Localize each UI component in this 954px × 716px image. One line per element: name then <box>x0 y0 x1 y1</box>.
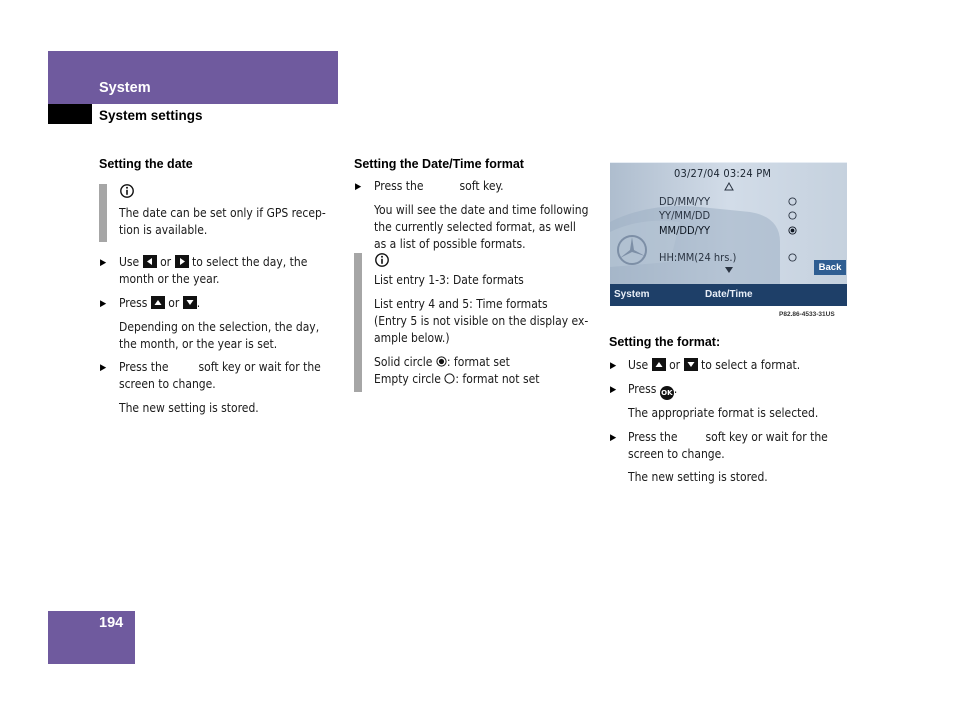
radio-selected-icon[interactable] <box>788 226 797 235</box>
col2-info-line1: List entry 1-3: Date formats <box>374 273 524 287</box>
col1-step1: Use or to select the day, the month or the year. <box>119 255 308 286</box>
col2-step1: Press the soft key. <box>374 179 504 193</box>
col2-heading: Setting the Date/Time format <box>354 157 524 171</box>
col3-note1: The appropriate format is selected. <box>628 406 819 420</box>
right-key-icon <box>175 255 189 268</box>
section-tab-marker <box>48 104 92 124</box>
col1-step2: Press or . <box>119 296 201 310</box>
scroll-up-icon[interactable] <box>724 182 734 191</box>
display-screenshot <box>610 162 847 306</box>
col1-note2: The new setting is stored. <box>119 401 259 415</box>
col3-step2: Press OK. <box>628 381 677 400</box>
section-title: System <box>99 80 151 96</box>
col2-info-legend: Solid circle : format set Empty circle : format not set <box>374 355 540 386</box>
bullet-arrow-icon: ▶ <box>100 363 107 373</box>
up-key-icon <box>151 296 165 309</box>
info-bar <box>354 253 362 392</box>
radio-empty-icon[interactable] <box>788 211 797 220</box>
bullet-arrow-icon: ▶ <box>355 182 362 192</box>
info-icon <box>375 253 389 267</box>
bullet-arrow-icon: ▶ <box>610 361 617 371</box>
down-key-icon <box>183 296 197 309</box>
empty-circle-icon <box>444 373 455 384</box>
status-datetime-label[interactable]: Date/Time <box>705 289 753 300</box>
left-key-icon <box>143 255 157 268</box>
format-option[interactable]: HH:MM(24 hrs.) <box>659 251 737 264</box>
format-option[interactable]: DD/MM/YY <box>659 195 711 208</box>
bullet-arrow-icon: ▶ <box>610 433 617 443</box>
col1-info-text: The date can be set only if GPS recep- tion is available. <box>119 206 326 237</box>
format-option[interactable]: YY/MM/DD <box>659 209 711 222</box>
screen-datetime: 03/27/04 03:24 PM <box>674 167 772 180</box>
col2-note1: You will see the date and time following the currently selected format, as well as a list of possible formats. <box>374 203 589 251</box>
col2-info-block: List entry 4 and 5: Time formats (Entry 5 is not visible on the display ex- ample below.) <box>374 297 589 345</box>
col3-step3: Press the soft key or wait for the screen to change. <box>628 430 828 461</box>
section-subtitle: System settings <box>99 108 203 123</box>
col3-heading: Setting the format: <box>609 335 721 349</box>
status-system-label[interactable]: System <box>614 289 650 300</box>
radio-empty-icon[interactable] <box>788 197 797 206</box>
col1-heading: Setting the date <box>99 157 193 171</box>
page-number: 194 <box>99 615 124 631</box>
format-option-selected[interactable]: MM/DD/YY <box>659 224 711 237</box>
radio-empty-icon[interactable] <box>788 253 797 262</box>
bullet-arrow-icon: ▶ <box>100 258 107 268</box>
back-softkey[interactable]: Back <box>814 260 846 275</box>
up-key-icon <box>652 358 666 371</box>
col3-note2: The new setting is stored. <box>628 470 768 484</box>
bullet-arrow-icon: ▶ <box>610 385 617 395</box>
down-key-icon <box>684 358 698 371</box>
info-icon <box>120 184 134 198</box>
col1-step3: Press the soft key or wait for the screen to change. <box>119 360 321 391</box>
info-bar <box>99 184 107 242</box>
header-bar <box>48 51 338 104</box>
col3-step1: Use or to select a format. <box>628 358 801 372</box>
bullet-arrow-icon: ▶ <box>100 299 107 309</box>
ok-button-icon: OK <box>660 386 674 400</box>
scroll-down-icon[interactable] <box>724 266 734 274</box>
col1-note1: Depending on the selection, the day, the month, or the year is set. <box>119 320 320 351</box>
image-caption: P82.86-4533-31US <box>779 311 835 318</box>
solid-circle-icon <box>436 356 447 367</box>
